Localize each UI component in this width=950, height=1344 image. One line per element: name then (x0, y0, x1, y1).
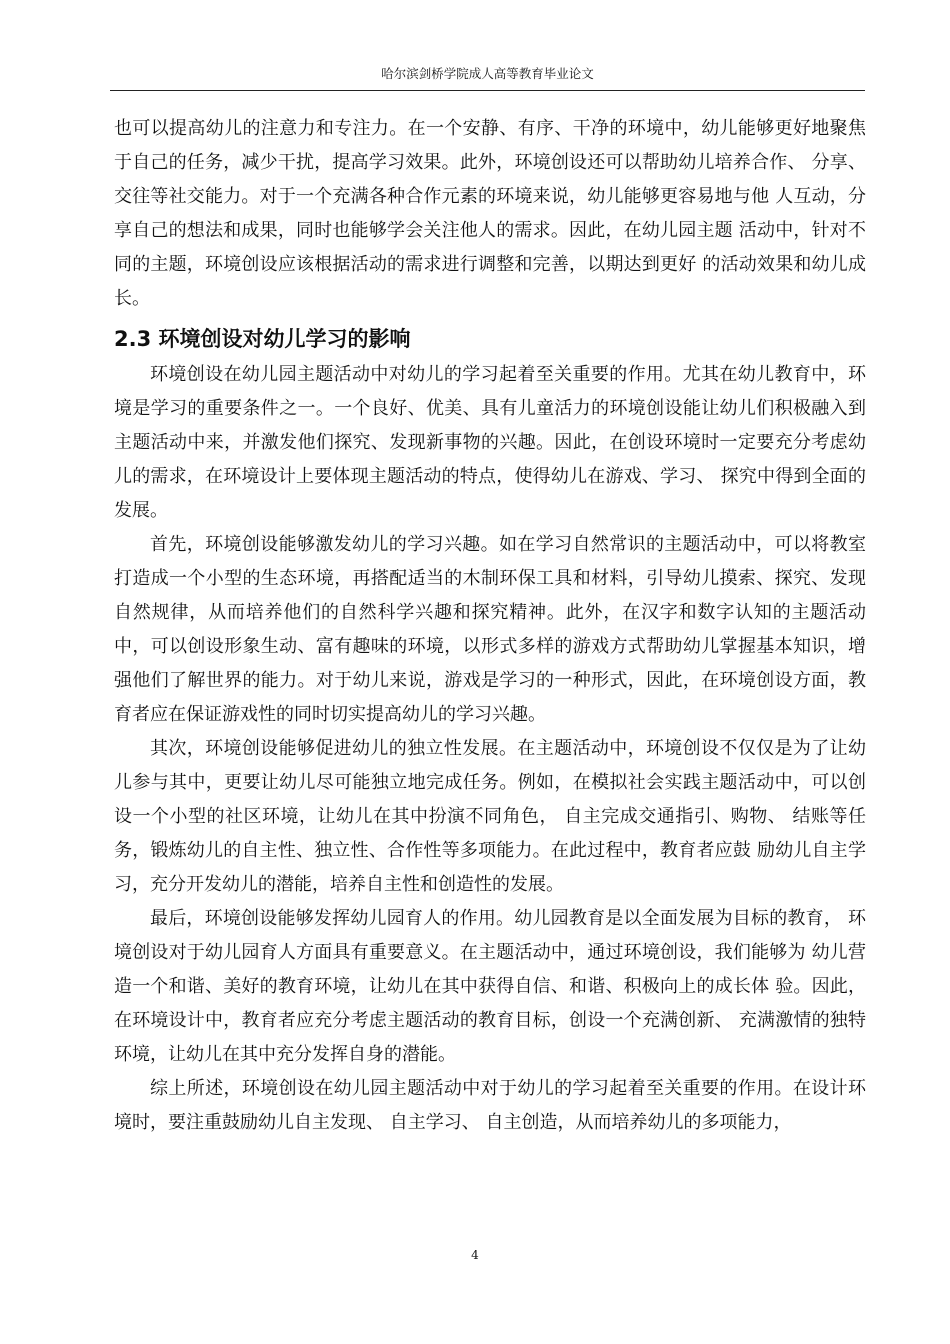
paragraph-last: 最后，环境创设能够发挥幼儿园育人的作用。幼儿园教育是以全面发展为目标的教育， 环境创设对于幼儿园育人方面具有重要意义。在主题活动中，通过环境创设，我们能够为 幼儿营造一个和谐、美好的教育环境，让幼儿在其中获得自信、和谐、积极向上的成长体 验。因此，在环境设计中，教育者应充分考虑主题活动的教育目标，创设一个充满创新、 充满激情的独特环境，让幼儿在其中充分发挥自身的潜能。 (114, 908, 866, 1065)
paragraph-continued: 也可以提高幼儿的注意力和专注力。在一个安静、有序、干净的环境中，幼儿能够更好地聚焦于自己的任务，减少干扰，提高学习效果。此外，环境创设还可以帮助幼儿培养合作、 分享、交往等社交能力。对于一个充满各种合作元素的环境来说，幼儿能够更容易地与他 人互动，分享自己的想法和成果，同时也能够学会关注他人的需求。因此，在幼儿园主题 活动中，针对不同的主题，环境创设应该根据活动的需求进行调整和完善，以期达到更好 的活动效果和幼儿成长。 (114, 118, 866, 309)
body-text (114, 112, 866, 1140)
paragraph-first: 首先，环境创设能够激发幼儿的学习兴趣。如在学习自然常识的主题活动中，可以将教室打造成一个小型的生态环境，再搭配适当的木制环保工具和材料，引导幼儿摸索、探究、发现自然规律，从而培养他们的自然科学兴趣和探究精神。此外，在汉字和数字认知的主题活动中，可以创设形象生动、富有趣味的环境，以形式多样的游戏方式帮助幼儿掌握基本知识，增强他们了解世界的能力。对于幼儿来说，游戏是学习的一种形式，因此，在环境创设方面，教育者应在保证游戏性的同时切实提高幼儿的学习兴趣。 (114, 534, 866, 725)
page-number: 4 (471, 1248, 479, 1262)
paragraph-summary: 综上所述，环境创设在幼儿园主题活动中对于幼儿的学习起着至关重要的作用。在设计环境时，要注重鼓励幼儿自主发现、 自主学习、 自主创造，从而培养幼儿的多项能力， (114, 1078, 866, 1133)
paragraph-intro: 环境创设在幼儿园主题活动中对幼儿的学习起着至关重要的作用。尤其在幼儿教育中，环境是学习的重要条件之一。一个良好、优美、具有儿童活力的环境创设能让幼儿们积极融入到主题活动中来，并激发他们探究、发现新事物的兴趣。因此，在创设环境时一定要充分考虑幼儿的需求，在环境设计上要体现主题活动的特点，使得幼儿在游戏、学习、 探究中得到全面的发展。 (114, 364, 866, 521)
section-heading: 2.3 环境创设对幼儿学习的影响 (114, 327, 411, 351)
paragraph-second: 其次，环境创设能够促进幼儿的独立性发展。在主题活动中，环境创设不仅仅是为了让幼儿参与其中，更要让幼儿尽可能独立地完成任务。例如，在模拟社会实践主题活动中，可以创设一个小型的社区环境，让幼儿在其中扮演不同角色， 自主完成交通指引、购物、 结账等任务，锻炼幼儿的自主性、独立性、合作性等多项能力。在此过程中，教育者应鼓 励幼儿自主学习，充分开发幼儿的潜能，培养自主性和创造性的发展。 (114, 738, 866, 895)
running-header: 哈尔滨剑桥学院成人高等教育毕业论文 (110, 64, 865, 91)
